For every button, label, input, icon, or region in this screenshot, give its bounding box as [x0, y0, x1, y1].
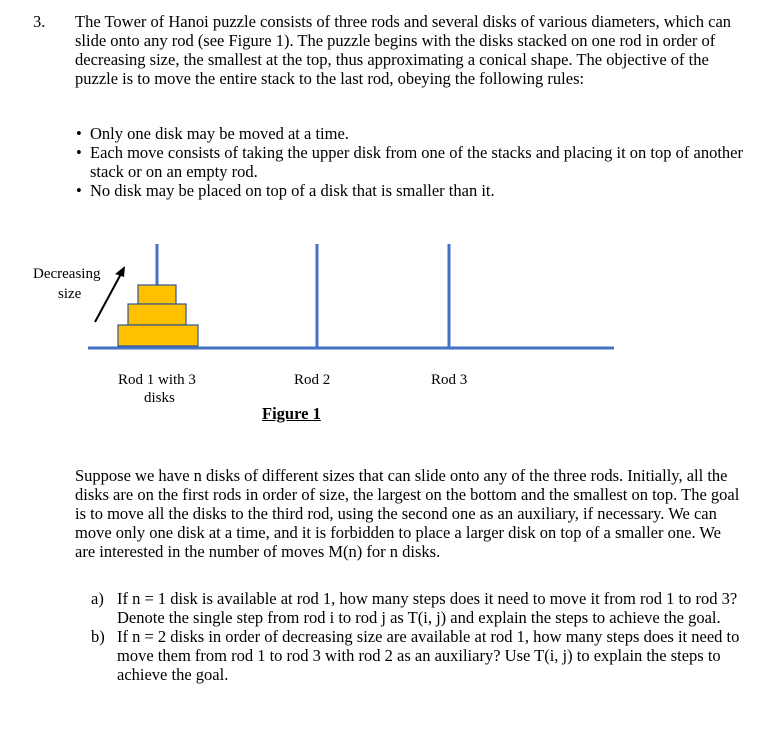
bullet-icon: •	[76, 143, 82, 162]
disk-medium	[128, 304, 186, 325]
rod1-label: Rod 1 with 3	[118, 372, 196, 388]
decreasing-label-line2: size	[58, 286, 82, 302]
rule-text: Each move consists of taking the upper disk from one of the stacks and placing it on top of another stack or on an empty rod.	[90, 143, 743, 181]
disk-small	[138, 285, 176, 304]
arrow-head-icon	[115, 266, 125, 277]
part-label: a)	[91, 589, 104, 608]
part-label: b)	[91, 627, 105, 646]
rule-text: No disk may be placed on top of a disk that is smaller than it.	[90, 181, 495, 200]
rod3-label: Rod 3	[431, 372, 468, 388]
part-text: If n = 1 disk is available at rod 1, how many steps does it need to move it from rod 1 to rod 3? Denote the single step from rod i to rod j as T(i, j) and explain the steps to achieve the goal.	[117, 589, 738, 627]
problem-part	[91, 627, 741, 684]
problem-parts	[91, 589, 741, 684]
figure-caption: Figure 1	[262, 404, 321, 423]
disk-large	[118, 325, 198, 346]
bullet-icon: •	[76, 181, 82, 200]
rod2-label: Rod 2	[294, 372, 331, 388]
problem-paragraph: Suppose we have n disks of different sizes that can slide onto any of the three rods. Initially, all the disks are on the first rods in order of size, the largest on the bottom and the smallest on top. The goal is to move all the disks to the third rod, using the second one as an auxiliary, if necessary. We can move only one disk at a time, and it is forbidden to place a larger disk on top of a smaller one. We are interested in the number of moves M(n) for n disks.	[75, 466, 740, 561]
rule-text: Only one disk may be moved at a time.	[90, 124, 349, 143]
decreasing-label-line1: Decreasing	[33, 266, 101, 282]
part-text: If n = 2 disks in order of decreasing size are available at rod 1, how many steps does it need to move them from rod 1 to rod 3 with rod 2 as an auxiliary? Use T(i, j) to explain the steps to achieve the goal.	[117, 627, 740, 684]
bullet-icon: •	[76, 124, 82, 143]
problem-part	[91, 589, 741, 627]
rod1-label-line2: disks	[144, 390, 175, 406]
question-number: 3.	[33, 12, 46, 31]
intro-paragraph: The Tower of Hanoi puzzle consists of three rods and several disks of various diameters, which can slide onto any rod (see Figure 1). The puzzle begins with the disks stacked on one rod in order of decreasing size, the smallest at the top, thus approximating a conical shape. The objective of the puzzle is to move the entire stack to the last rod, obeying the following rules:	[75, 12, 732, 88]
